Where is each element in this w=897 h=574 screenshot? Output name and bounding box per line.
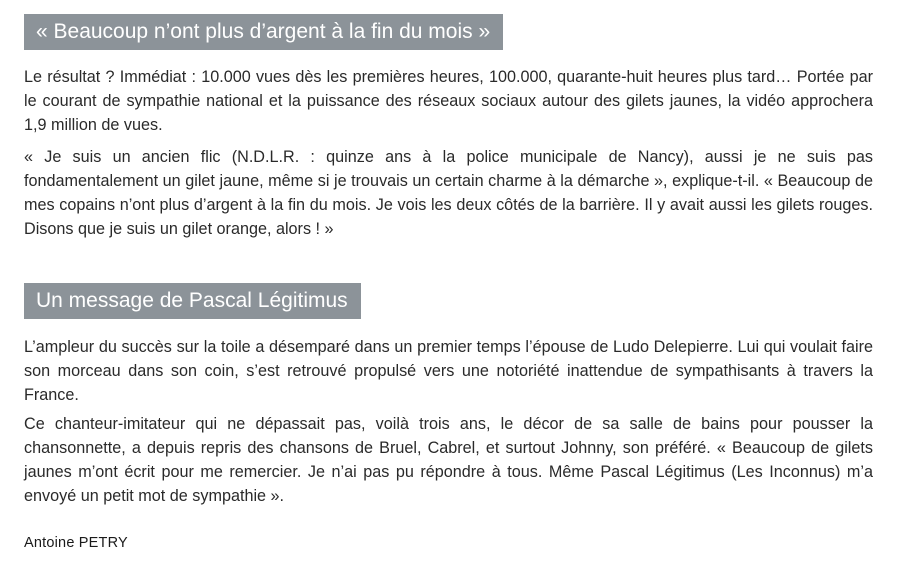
section-heading-pascal-legitimus: Un message de Pascal Légitimus bbox=[24, 283, 361, 319]
section-heading-argent: « Beaucoup n’ont plus d’argent à la fin du mois » bbox=[24, 14, 503, 50]
author-byline: Antoine PETRY bbox=[24, 535, 128, 551]
paragraph-resultat: Le résultat ? Immédiat : 10.000 vues dès les premières heures, 100.000, quarante-huit heures plus tard… Portée par le courant de sympathie national et la puissance des réseaux sociaux autour des gilets jaunes, la vidéo approchera 1,9 million de vues. bbox=[24, 68, 873, 134]
paragraph-ancien-flic-quote: « Je suis un ancien flic (N.D.L.R. : quinze ans à la police municipale de Nancy), aussi je ne suis pas fondamentalement un gilet jaune, même si je trouvais un certain charme à la démarche », explique-t-il. « Beaucoup de mes copains n’ont plus d’argent à la fin du mois. Je vois les deux côtés de la barrière. Il y avait aussi les gilets rouges. Disons que je suis un gilet orange, alors ! » bbox=[24, 148, 873, 238]
paragraph-chanteur-imitateur: Ce chanteur-imitateur qui ne dépassait pas, voilà trois ans, le décor de sa salle de bains pour pousser la chansonnette, a depuis repris des chansons de Bruel, Cabrel, et surtout Johnny, son préféré. « Beaucoup de gilets jaunes m’ont écrit pour me remercier. Je n’ai pas pu répondre à tous. Même Pascal Légitimus (Les Inconnus) m’a envoyé un petit mot de sympathie ». bbox=[24, 415, 873, 505]
paragraph-ampleur-succes: L’ampleur du succès sur la toile a désemparé dans un premier temps l’épouse de Ludo Delepierre. Lui qui voulait faire son morceau dans son coin, s’est retrouvé propulsé vers une notoriété inattendue de sympathisants à travers la France. bbox=[24, 338, 873, 404]
